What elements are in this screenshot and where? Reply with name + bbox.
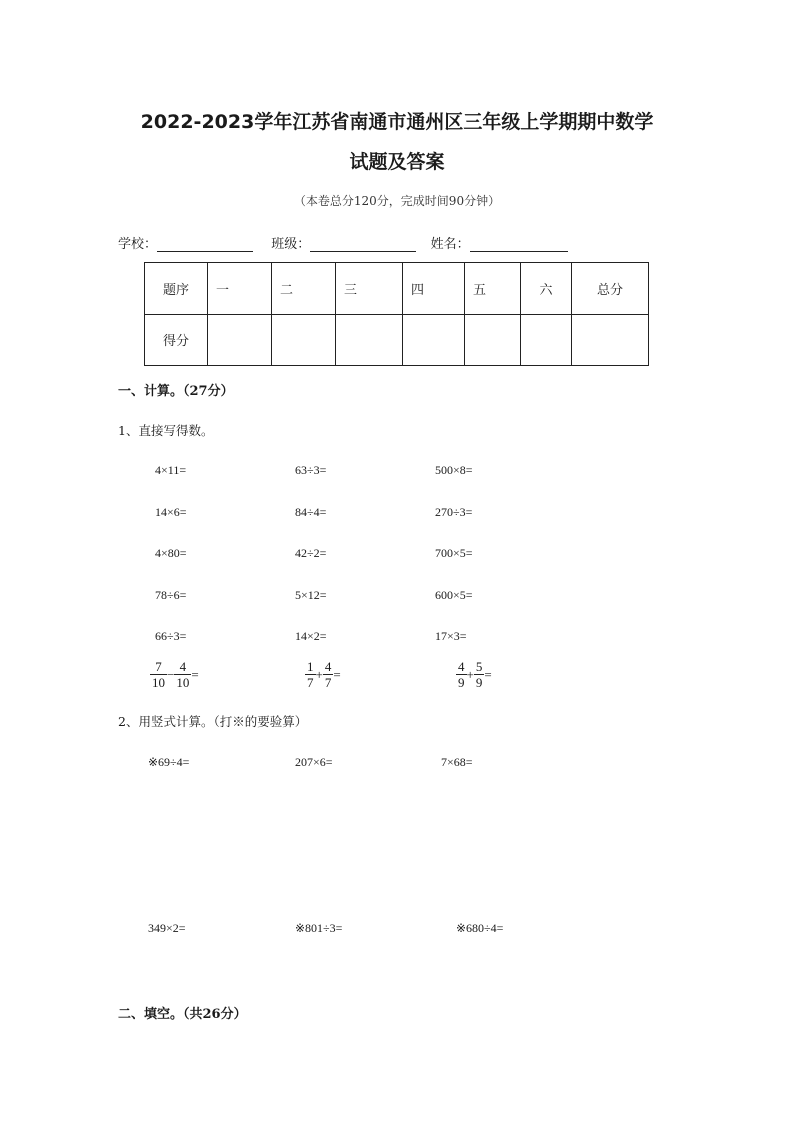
calc-item: 4×80= <box>155 546 187 560</box>
operator: + <box>315 666 323 682</box>
operator: − <box>167 666 175 682</box>
calc-item: 17×3= <box>435 629 467 643</box>
numerator: 4 <box>179 659 187 674</box>
vertical-calc-item: ※680÷4= <box>456 921 504 935</box>
score-table <box>144 262 649 366</box>
score-header-cell: 题序 <box>145 263 208 315</box>
fraction <box>456 659 467 690</box>
score-header-cell: 三 <box>336 263 403 315</box>
equals-sign: = <box>191 666 199 682</box>
numerator: 4 <box>458 659 465 674</box>
denominator: 9 <box>475 675 483 690</box>
question-1-label: 1、直接写得数。 <box>118 423 214 438</box>
question-2-label: 2、用竖式计算。（打※的要验算） <box>118 714 308 729</box>
equals-sign: = <box>484 666 492 682</box>
score-row-label: 得分 <box>145 314 208 366</box>
student-info-line <box>118 233 568 252</box>
fraction-expression <box>150 659 199 690</box>
score-table-header-row <box>145 263 649 315</box>
school-blank <box>157 237 253 252</box>
denominator: 9 <box>458 675 465 690</box>
score-header-cell: 一 <box>208 263 272 315</box>
fraction <box>323 659 334 690</box>
page-title-continued: 试题及答案 <box>349 151 445 173</box>
calc-item: 14×2= <box>295 629 327 643</box>
fraction <box>174 659 191 690</box>
calc-item: 78÷6= <box>155 588 187 602</box>
school-label: 学校： <box>118 237 158 252</box>
vertical-calc-item: ※801÷3= <box>295 921 343 935</box>
score-header-cell: 六 <box>521 263 572 315</box>
score-cell <box>208 314 272 366</box>
fraction <box>474 659 485 690</box>
calc-item: 63÷3= <box>295 463 327 477</box>
calc-item: 5×12= <box>295 588 327 602</box>
numerator: 1 <box>307 659 314 674</box>
score-header-cell: 五 <box>465 263 521 315</box>
score-cell <box>521 314 572 366</box>
calc-item: 4×11= <box>155 463 187 477</box>
section-2-heading: 二、填空。（共26分） <box>118 1007 247 1022</box>
score-cell <box>465 314 521 366</box>
calc-item: 66÷3= <box>155 629 187 643</box>
calc-item: 270÷3= <box>435 505 473 519</box>
calc-item: 14×6= <box>155 505 187 519</box>
fraction-expression <box>305 659 341 690</box>
vertical-calc-item: 349×2= <box>148 921 186 935</box>
score-cell <box>272 314 336 366</box>
score-header-cell: 二 <box>272 263 336 315</box>
operator: + <box>466 666 474 682</box>
calc-item: 42÷2= <box>295 546 327 560</box>
calc-item: 84÷4= <box>295 505 327 519</box>
section-1-heading: 一、计算。（27分） <box>118 384 234 399</box>
calc-item: 600×5= <box>435 588 473 602</box>
denominator: 7 <box>324 675 332 690</box>
score-cell <box>572 314 649 366</box>
denominator: 10 <box>152 675 165 690</box>
score-header-cell: 四 <box>403 263 465 315</box>
page-title: 2022-2023学年江苏省南通市通州区三年级上学期期中数学 <box>140 111 654 133</box>
class-blank <box>310 237 416 252</box>
score-header-cell: 总分 <box>572 263 649 315</box>
equals-sign: = <box>333 666 341 682</box>
vertical-calc-item: 207×6= <box>295 755 333 769</box>
fraction <box>305 659 316 690</box>
denominator: 10 <box>176 675 190 690</box>
name-blank <box>470 237 568 252</box>
numerator: 5 <box>475 659 483 674</box>
numerator: 4 <box>324 659 332 674</box>
exam-info-subtitle: （本卷总分120分，完成时间90分钟） <box>293 194 501 208</box>
vertical-calc-item: ※69÷4= <box>148 755 190 769</box>
denominator: 7 <box>307 675 314 690</box>
name-label: 姓名： <box>430 237 470 252</box>
numerator: 7 <box>155 659 162 674</box>
score-table-score-row <box>145 314 649 366</box>
score-cell <box>403 314 465 366</box>
score-cell <box>336 314 403 366</box>
fraction-expression <box>456 659 492 690</box>
calc-item: 700×5= <box>435 546 473 560</box>
calc-item: 500×8= <box>435 463 473 477</box>
class-label: 班级： <box>271 237 311 252</box>
vertical-calc-item: 7×68= <box>441 755 473 769</box>
fraction <box>150 659 167 690</box>
